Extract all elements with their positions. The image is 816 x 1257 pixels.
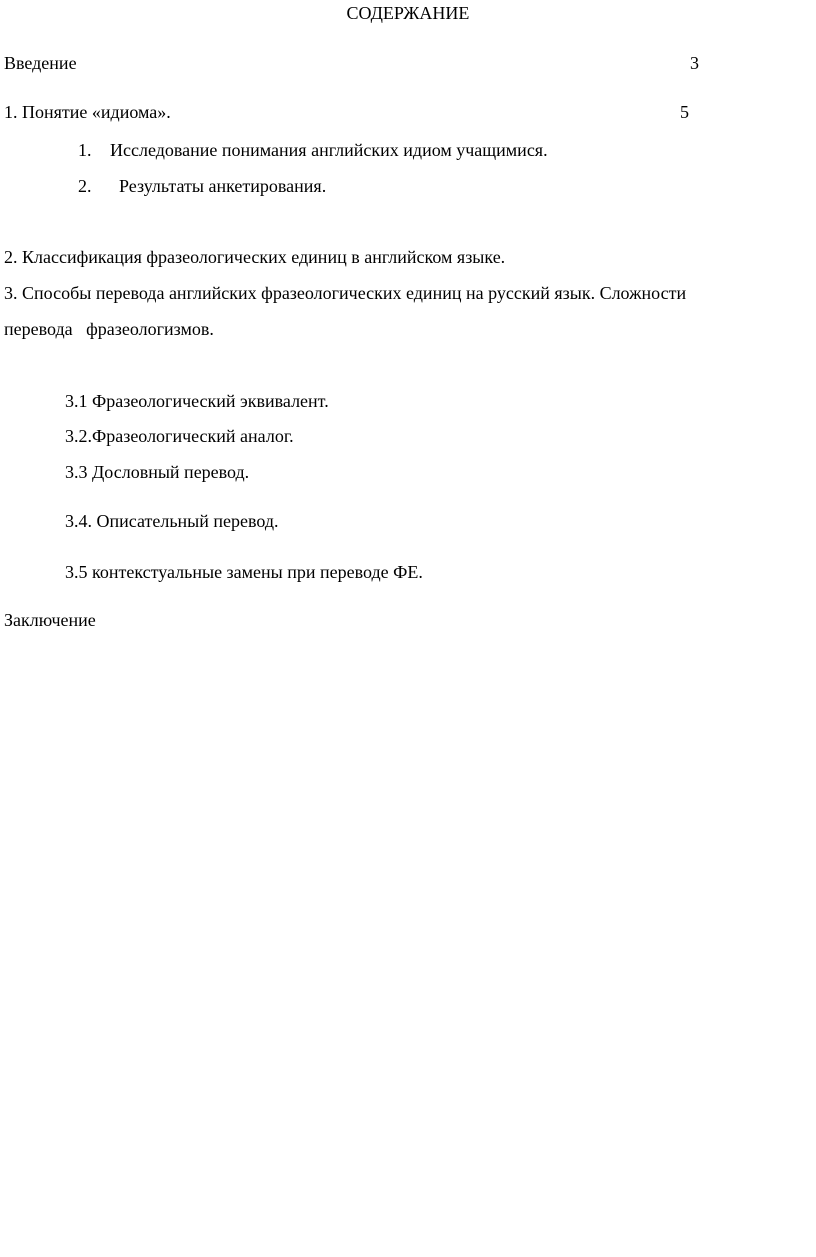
toc-item-conclusion: Заключение bbox=[4, 610, 96, 630]
toc-item-1-2-number: 2. bbox=[78, 176, 92, 196]
toc-item-3-1: 3.1 Фразеологический эквивалент. bbox=[65, 391, 329, 411]
toc-item-3-5: 3.5 контекстуальные замены при переводе ФЕ. bbox=[65, 562, 423, 582]
toc-item-intro: Введение bbox=[4, 53, 77, 73]
toc-item-chapter-3-line-1: 3. Способы перевода английских фразеологических единиц на русский язык. Сложности bbox=[4, 283, 687, 303]
toc-item-1-2-label: Результаты анкетирования. bbox=[119, 176, 327, 196]
toc-item-3-3: 3.3 Дословный перевод. bbox=[65, 462, 250, 482]
toc-item-1-1-number: 1. bbox=[78, 140, 92, 160]
toc-item-1-1 bbox=[78, 139, 548, 161]
toc-page-intro: 3 bbox=[690, 53, 699, 73]
toc-item-1-2 bbox=[78, 175, 326, 197]
page-title: СОДЕРЖАНИЕ bbox=[346, 3, 470, 23]
toc-item-1-1-label: Исследование понимания английских идиом учащимися. bbox=[110, 140, 548, 160]
toc-item-chapter-3-line-2: перевода фразеологизмов. bbox=[4, 319, 214, 339]
toc-item-3-4: 3.4. Описательный перевод. bbox=[65, 511, 279, 531]
toc-page-chapter-1: 5 bbox=[680, 102, 689, 122]
toc-item-chapter-1: 1. Понятие «идиома». bbox=[4, 102, 171, 122]
toc-item-3-2: 3.2.Фразеологический аналог. bbox=[65, 426, 294, 446]
toc-item-chapter-2: 2. Классификация фразеологических единиц в английском языке. bbox=[4, 247, 506, 267]
